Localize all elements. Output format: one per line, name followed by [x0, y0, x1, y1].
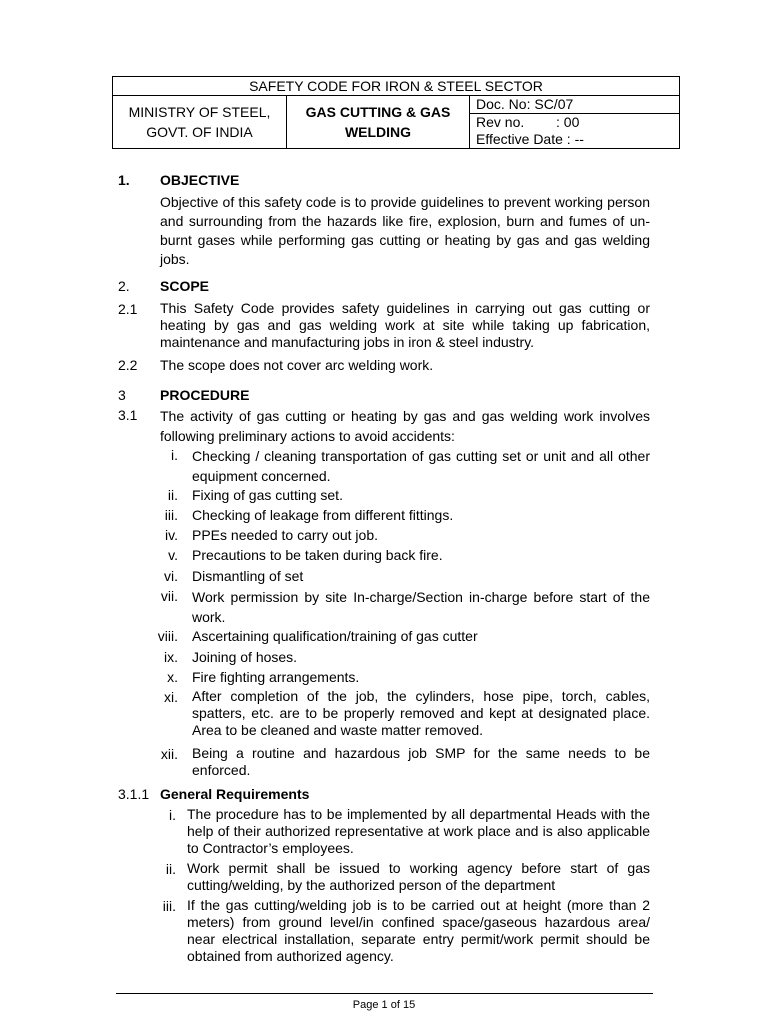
doc-number: Doc. No: SC/07 — [470, 96, 680, 114]
list-item-numeral: ii. — [167, 487, 178, 503]
revision-cell — [470, 114, 680, 149]
scope-heading: SCOPE — [160, 278, 210, 294]
subject-line-2: WELDING — [344, 124, 412, 140]
list-item-numeral: xi. — [164, 689, 178, 705]
list-item-numeral: vi. — [164, 568, 178, 584]
list-item-text: PPEs needed to carry out job. — [192, 527, 378, 543]
scope-item-text: This Safety Code provides safety guidelines in carrying out gas cutting or heating by gas and gas welding work at site while taking up fabrication, maintenance and manufacturing jobs in iron & steel industry. — [160, 300, 650, 350]
general-requirements-number: 3.1.1 — [118, 786, 150, 802]
procedure-item-number: 3.1 — [118, 407, 138, 423]
procedure-heading: PROCEDURE — [160, 387, 250, 403]
procedure-number: 3 — [118, 387, 126, 403]
ministry-cell — [113, 96, 287, 149]
list-item-numeral: i. — [171, 447, 178, 463]
subject-cell — [287, 96, 470, 149]
footer-rule — [116, 993, 653, 994]
page-number: Page 1 of 15 — [352, 999, 416, 1011]
list-item-text: Checking / cleaning transportation of gas cutting set or unit and all other equipment concerned. — [192, 448, 650, 484]
list-item-text: The procedure has to be implemented by all departmental Heads with the help of their authorized representative at work place and is also applicable to Contractor’s employees. — [187, 806, 650, 856]
list-item-numeral: iii. — [164, 507, 178, 523]
rev-value: : 00 — [556, 114, 580, 130]
list-item-text: After completion of the job, the cylinders, hose pipe, torch, cables, spatters, etc. are to be properly removed and kept at designated place. Area to be cleaned and waste matter removed. — [192, 688, 650, 738]
objective-body: Objective of this safety code is to provide guidelines to prevent working person and surrounding from the hazards like fire, explosion, burn and fumes of un-burnt gases while performing gas cutting or heating by gas and gas welding jobs. — [160, 194, 650, 267]
list-item-numeral: xii. — [160, 746, 178, 762]
ministry-line-2: GOVT. OF INDIA — [146, 124, 253, 140]
general-requirements-heading: General Requirements — [160, 786, 310, 802]
list-item-text: Fire fighting arrangements. — [192, 669, 360, 685]
list-item-text: Being a routine and hazardous job SMP for the same needs to be enforced. — [192, 745, 650, 778]
objective-heading: OBJECTIVE — [160, 172, 240, 188]
list-item-numeral: x. — [167, 669, 178, 685]
list-item-numeral: i. — [169, 807, 176, 823]
subject-line-1: GAS CUTTING & GAS — [305, 104, 451, 120]
scope-number: 2. — [118, 278, 130, 294]
list-item-numeral: ix. — [164, 649, 178, 665]
document-header-table — [112, 76, 680, 149]
procedure-intro: The activity of gas cutting or heating by gas and gas welding work involves following preliminary actions to avoid accidents: — [160, 408, 650, 444]
list-item-numeral: iii. — [162, 898, 176, 914]
list-item-text: Ascertaining qualification/training of gas cutter — [192, 628, 478, 644]
list-item-text: Precautions to be taken during back fire. — [192, 547, 443, 563]
list-item-text: Work permission by site In-charge/Section in-charge before start of the work. — [192, 589, 650, 625]
list-item-text: Fixing of gas cutting set. — [192, 487, 343, 503]
list-item-numeral: iv. — [165, 527, 178, 543]
list-item-text: Joining of hoses. — [192, 649, 298, 665]
list-item-numeral: viii. — [157, 628, 178, 644]
scope-item-number: 2.1 — [118, 301, 138, 317]
safety-code-title: SAFETY CODE FOR IRON & STEEL SECTOR — [113, 77, 680, 96]
list-item-text: Work permit shall be issued to working agency before start of gas cutting/welding, by the authorized person of the department — [187, 860, 650, 893]
effective-date: Effective Date : -- — [476, 131, 584, 147]
list-item-numeral: ii. — [165, 861, 176, 877]
list-item-text: If the gas cutting/welding job is to be carried out at height (more than 2 meters) from ground level/in confined space/gaseous hazardous area/ near electrical installation, separate entry permit/work permit should be obtained from authorized agency. — [187, 897, 650, 964]
list-item-text: Checking of leakage from different fittings. — [192, 507, 454, 523]
scope-item-text: The scope does not cover arc welding work. — [160, 357, 434, 373]
objective-number: 1. — [118, 172, 130, 188]
ministry-line-1: MINISTRY OF STEEL, — [128, 104, 271, 120]
scope-item-number: 2.2 — [118, 357, 138, 373]
rev-label: Rev no. — [476, 114, 525, 130]
list-item-numeral: v. — [168, 547, 178, 563]
list-item-text: Dismantling of set — [192, 568, 304, 584]
list-item-numeral: vii. — [160, 588, 178, 604]
